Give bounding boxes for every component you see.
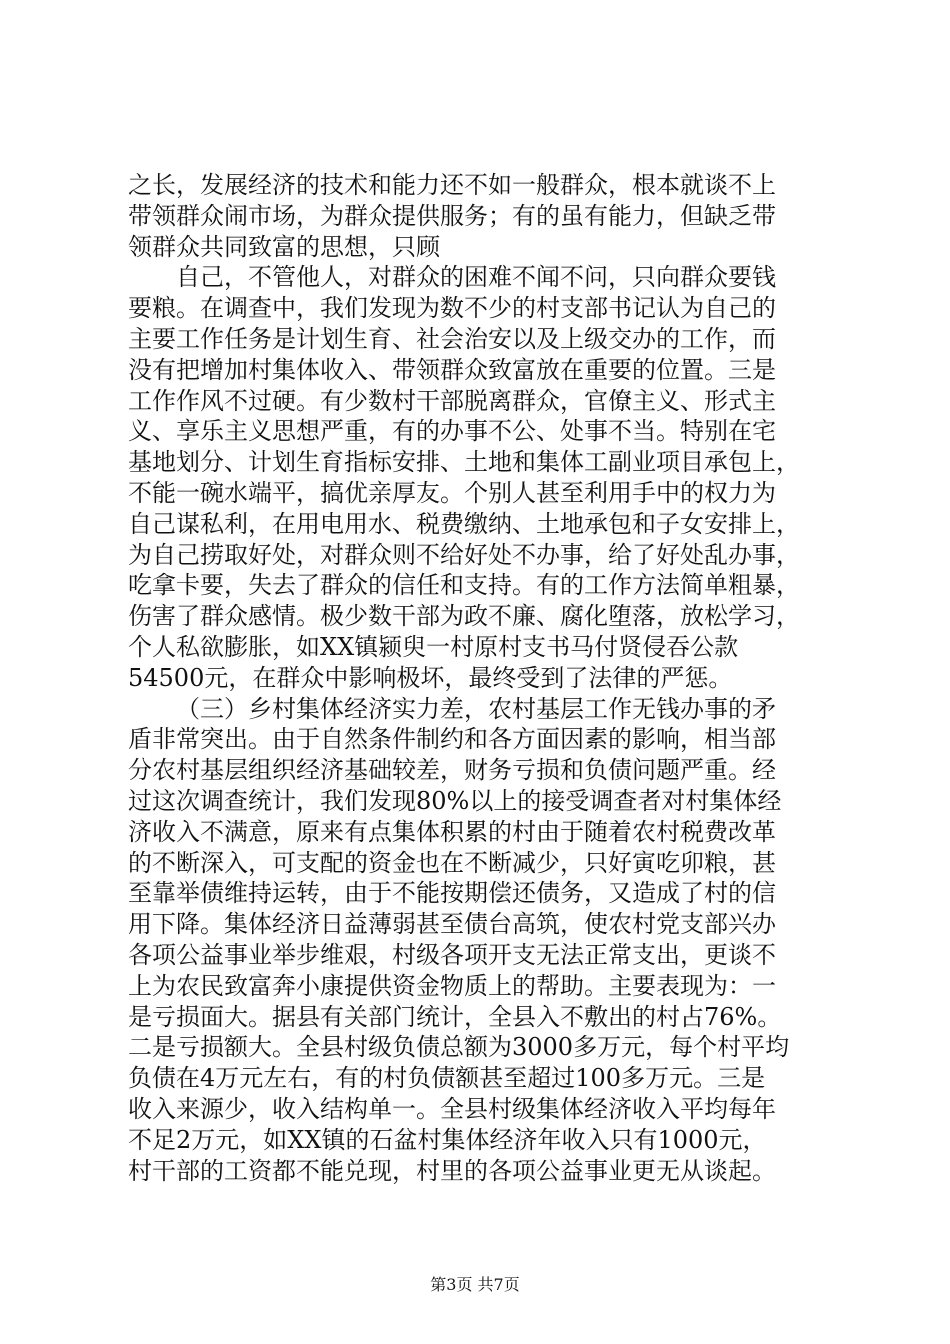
text-line: 村干部的工资都不能兑现，村里的各项公益事业更无从谈起。 [128,1156,776,1185]
text-line: 各项公益事业举步维艰，村级各项开支无法正常支出，更谈不 [128,940,776,969]
text-line: 带领群众闹市场，为群众提供服务；有的虽有能力，但缺乏带 [128,201,776,230]
text-line: 二是亏损额大。全县村级负债总额为3000多万元，每个村平均 [128,1033,790,1062]
text-line: 基地划分、计划生育指标安排、土地和集体工副业项目承包上， [128,448,800,477]
text-line: 主要工作任务是计划生育、社会治安以及上级交办的工作，而 [128,324,776,353]
text-line: 的不断深入，可支配的资金也在不断减少，只好寅吃卯粮，甚 [128,848,776,877]
page-footer [0,1275,950,1295]
text-line: 为自己捞取好处，对群众则不给好处不办事，给了好处乱办事， [128,540,800,569]
text-line: 个人私欲膨胀，如XX镇颍臾一村原村支书马付贤侵吞公款 [128,632,739,661]
text-line: 不能一碗水端平，搞优亲厚友。个别人甚至利用手中的权力为 [128,478,776,507]
text-line: 吃拿卡要，失去了群众的信任和支持。有的工作方法简单粗暴， [128,571,800,600]
text-line: 用下降。集体经济日益薄弱甚至债台高筑，使农村党支部兴办 [128,910,776,939]
text-line: 没有把增加村集体收入、带领群众致富放在重要的位置。三是 [128,355,776,384]
text-line: 分农村基层组织经济基础较差，财务亏损和负债问题严重。经 [128,756,776,785]
text-line: 上为农民致富奔小康提供资金物质上的帮助。主要表现为：一 [128,971,776,1000]
page-number: 第3页 共7页 [430,1275,520,1294]
text-line: 盾非常突出。由于自然条件制约和各方面因素的影响，相当部 [128,725,776,754]
text-line: 54500元，在群众中影响极坏，最终受到了法律的严惩。 [128,663,733,692]
text-line: 是亏损面大。据县有关部门统计，全县入不敷出的村占76%。 [128,1002,782,1031]
paragraph-first-line: （三）乡村集体经济实力差，农村基层工作无钱办事的矛 [176,694,776,723]
text-line: 至靠举债维持运转，由于不能按期偿还债务，又造成了村的信 [128,879,776,908]
body-text [128,170,828,1186]
text-line: 不足2万元，如XX镇的石盆村集体经济年收入只有1000元， [128,1125,767,1154]
text-line: 收入来源少，收入结构单一。全县村级集体经济收入平均每年 [128,1094,776,1123]
paragraph-first-line: 自己，不管他人，对群众的困难不闻不问，只向群众要钱 [176,263,776,292]
text-line: 负债在4万元左右，有的村负债额甚至超过100多万元。三是 [128,1064,766,1093]
text-line: 济收入不满意，原来有点集体积累的村由于随着农村税费改革 [128,817,776,846]
text-line: 义、享乐主义思想严重，有的办事不公、处事不当。特别在宅 [128,417,776,446]
text-line: 之长，发展经济的技术和能力还不如一般群众，根本就谈不上 [128,171,776,199]
text-line: 工作作风不过硬。有少数村干部脱离群众，官僚主义、形式主 [128,386,776,415]
text-line: 自己谋私利，在用电用水、税费缴纳、土地承包和子女安排上， [128,509,800,538]
text-line: 过这次调查统计，我们发现80%以上的接受调查者对村集体经 [128,786,782,815]
text-line: 要粮。在调查中，我们发现为数不少的村支部书记认为自己的 [128,294,776,323]
text-line: 领群众共同致富的思想，只顾 [128,232,440,261]
text-line: 伤害了群众感情。极少数干部为政不廉、腐化堕落，放松学习， [128,602,800,631]
